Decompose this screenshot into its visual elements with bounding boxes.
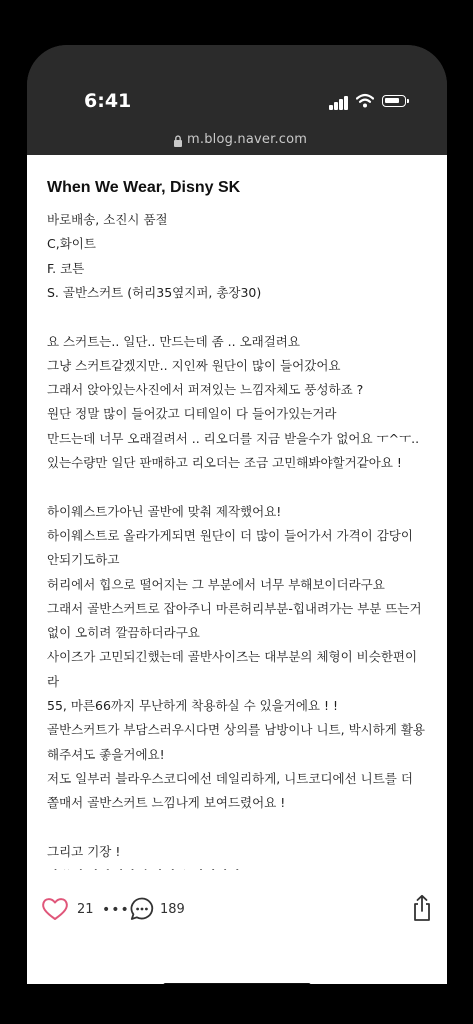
- post-title: When We Wear, Disny SK: [47, 179, 241, 196]
- wifi-icon: [356, 93, 374, 109]
- status-time: 6:41: [84, 90, 132, 112]
- battery-icon: [382, 95, 406, 107]
- post-line: S. 골반스커트 (허리35옆지퍼, 총장30): [47, 284, 262, 300]
- status-bar: [27, 45, 447, 135]
- url-text[interactable]: m.blog.naver.com: [187, 132, 308, 147]
- post-line: 라: [47, 673, 60, 689]
- post-action-bar: [27, 870, 447, 984]
- post-line: 바로배송, 소진시 품절: [47, 212, 168, 227]
- phone-screen: [27, 45, 447, 984]
- post-line: 원단 정말 많이 들어갔고 디테일이 다 들어가있는거라: [47, 406, 337, 422]
- post-line: C,화이트: [47, 236, 96, 252]
- post-line: 하이웨스트로 올라가게되면 원단이 더 많이 들어가서 가격이 감당이: [47, 527, 413, 543]
- post-line: 쫄매서 골반스커트 느낌나게 보여드렸어요 !: [47, 795, 286, 811]
- like-count: 21: [77, 902, 94, 917]
- post-line: 해주셔도 좋을거에요!: [47, 746, 165, 762]
- home-indicator[interactable]: [163, 983, 311, 984]
- post-content: [27, 155, 447, 984]
- post-line: 만드는데 너무 오래걸려서 .. 리오더를 지금 받을수가 없어요 ㅜ^ㅜ..: [47, 430, 420, 446]
- post-line: 골반스커트가 부담스러우시다면 상의를 남방이나 니트, 박시하게 활용: [47, 722, 425, 738]
- post-line: 그래서 앉아있는사진에서 퍼져있는 느낌자체도 풍성하죠 ?: [47, 382, 364, 398]
- post-line: 55, 마른66까지 무난하게 착용하실 수 있을거에요 ! !: [47, 698, 338, 713]
- lock-icon: [173, 135, 183, 147]
- more-icon[interactable]: •••: [102, 902, 130, 918]
- post-line: F. 코튼: [47, 260, 85, 276]
- post-line: 안되기도하고: [47, 552, 120, 568]
- post-line: 요 스커트는.. 일단.. 만드는데 좀 .. 오래걸려요: [47, 333, 300, 349]
- share-icon[interactable]: [411, 894, 433, 922]
- post-line: 그냥 스커트같겠지만.. 지인짜 원단이 많이 들어갔어요: [47, 357, 341, 373]
- post-line: 하이웨스트가아닌 골반에 맞춰 제작했어요!: [47, 503, 282, 519]
- post-line: 없이 오히려 깔끔하더라구요: [47, 625, 200, 641]
- signal-icon: [329, 96, 350, 110]
- post-line: 그래서 골반스커트로 잡아주니 마른허리부분-힙내려가는 부분 뜨는거: [47, 600, 422, 616]
- post-line: 그리고 기장 !: [47, 843, 121, 859]
- comment-count: 189: [160, 902, 185, 917]
- battery-tip: [407, 99, 409, 103]
- post-line: 허리에서 힙으로 떨어지는 그 부분에서 너무 부해보이더라구요: [47, 576, 385, 592]
- post-line: 사이즈가 고민되긴했는데 골반사이즈는 대부분의 체형이 비슷한편이: [47, 649, 418, 665]
- post-line: 있는수량만 일단 판매하고 리오더는 조금 고민해봐야할거같아요 !: [47, 455, 402, 470]
- post-line: 저도 일부러 블라우스코디에선 데일리하게, 니트코디에선 니트를 더: [47, 770, 413, 786]
- heart-icon[interactable]: [41, 896, 69, 922]
- comment-icon[interactable]: [129, 896, 155, 922]
